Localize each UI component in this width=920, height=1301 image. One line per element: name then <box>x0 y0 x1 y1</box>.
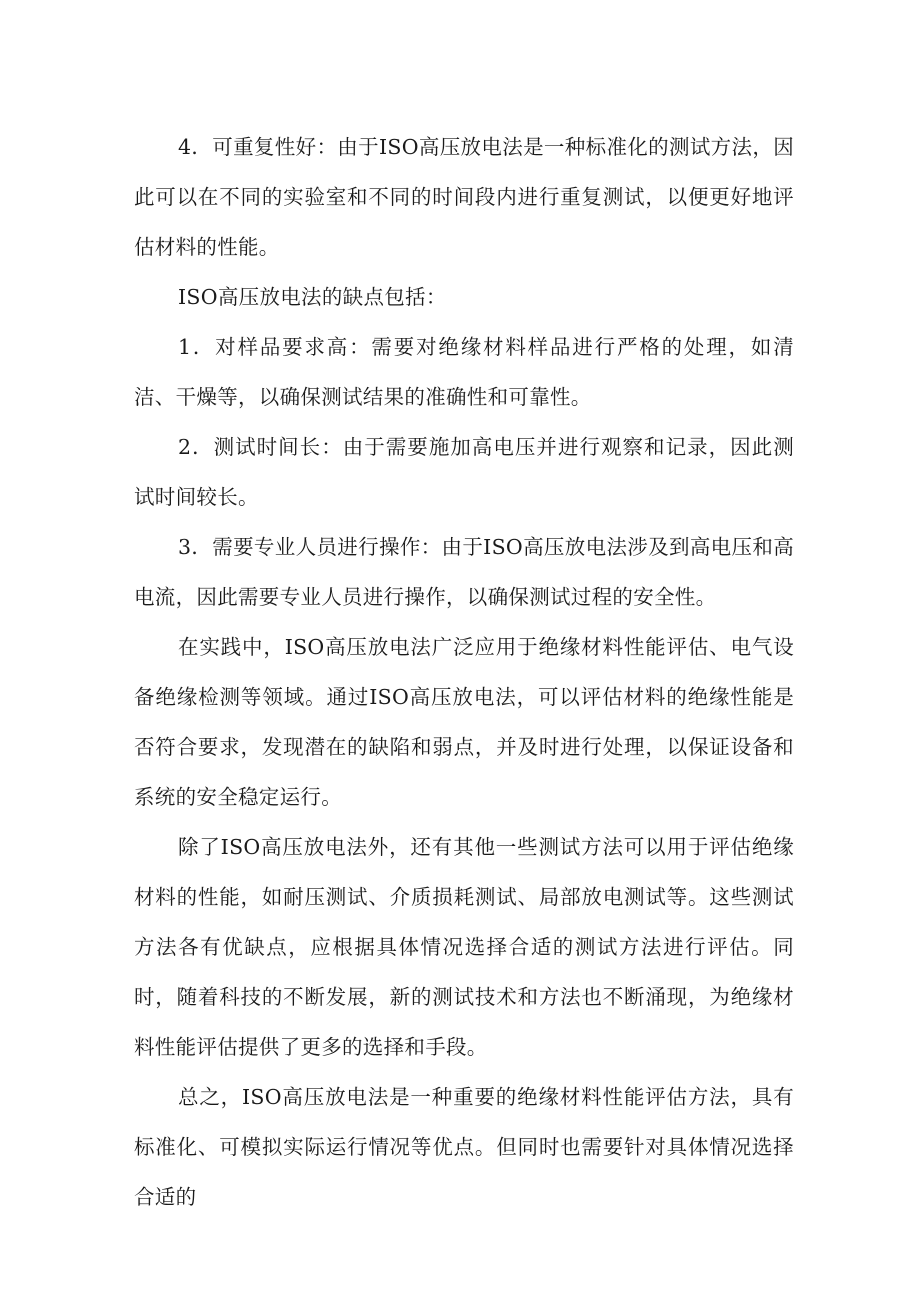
paragraph-disadvantage-1: 1．对样品要求高：需要对绝缘材料样品进行严格的处理，如清洁、干燥等，以确保测试结果的准确性和可靠性。 <box>134 335 794 409</box>
paragraph-disadvantage-3: 3．需要专业人员进行操作：由于ISO高压放电法涉及到高电压和高电流，因此需要专业人员进行操作，以确保测试过程的安全性。 <box>134 535 794 609</box>
paragraph-disadvantages-heading: ISO高压放电法的缺点包括： <box>178 285 447 309</box>
paragraph-summary: 总之，ISO高压放电法是一种重要的绝缘材料性能评估方法，具有标准化、可模拟实际运行情况等优点。但同时也需要针对具体情况选择合适的 <box>134 1085 794 1209</box>
paragraph-advantage-4: 4．可重复性好：由于ISO高压放电法是一种标准化的测试方法，因此可以在不同的实验室和不同的时间段内进行重复测试，以便更好地评估材料的性能。 <box>134 135 794 259</box>
paragraph-practice: 在实践中，ISO高压放电法广泛应用于绝缘材料性能评估、电气设备绝缘检测等领域。通过ISO高压放电法，可以评估材料的绝缘性能是否符合要求，发现潜在的缺陷和弱点，并及时进行处理，以保证设备和系统的安全稳定运行。 <box>134 635 794 809</box>
paragraph-disadvantage-2: 2．测试时间长：由于需要施加高电压并进行观察和记录，因此测试时间较长。 <box>134 435 794 509</box>
paragraph-other-methods: 除了ISO高压放电法外，还有其他一些测试方法可以用于评估绝缘材料的性能，如耐压测试、介质损耗测试、局部放电测试等。这些测试方法各有优缺点，应根据具体情况选择合适的测试方法进行评估。同时，随着科技的不断发展，新的测试技术和方法也不断涌现，为绝缘材料性能评估提供了更多的选择和手段。 <box>134 835 794 1059</box>
